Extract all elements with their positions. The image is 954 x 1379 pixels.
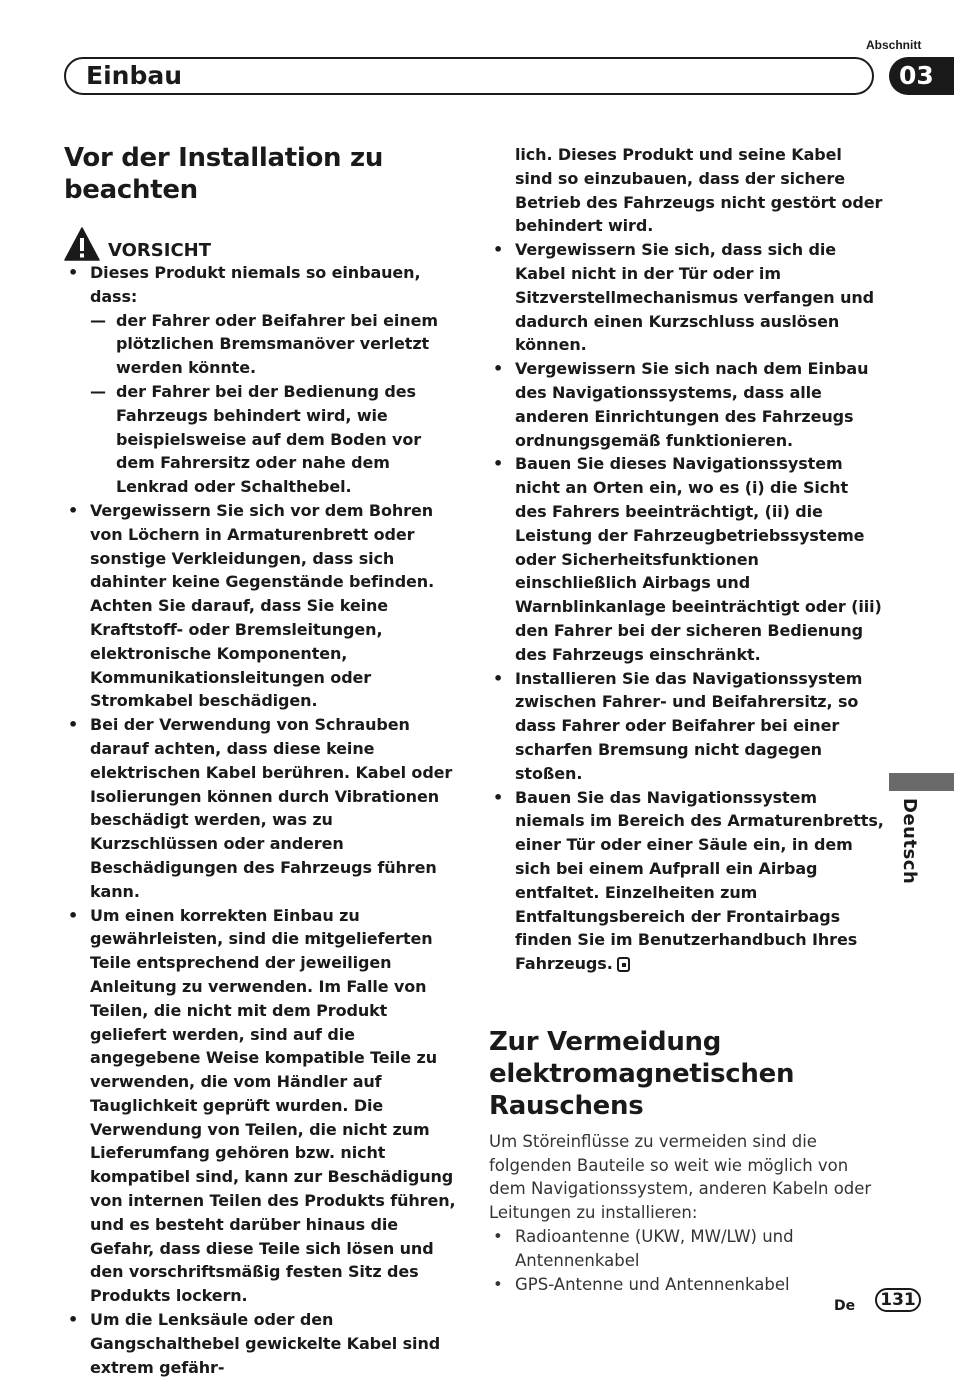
list-item: • Um die Lenksäule oder den Gangschalthebel gewickelte Kabel sind extrem gefähr- bbox=[64, 1308, 459, 1379]
noise-intro: Um Störeinflüsse zu vermeiden sind die folgenden Bauteile so weit wie möglich von dem Navigationssystem, anderen Kabeln oder Leitungen zu installieren: bbox=[489, 1131, 872, 1223]
chapter-title: Einbau bbox=[86, 61, 183, 90]
right-column bbox=[489, 143, 884, 1296]
sub-list-item: — der Fahrer bei der Bedienung des Fahrzeugs behindert wird, wie beispielsweise auf dem Boden vor dem Fahrersitz oder nahe dem Lenkrad oder Schalthebel. bbox=[64, 380, 459, 499]
list-item-text: Bauen Sie das Navigationssystem niemals im Bereich des Armaturenbretts, einer Tür oder einer Säule ein, in dem sich bei einem Aufprall ein Airbag entfaltet. Einzelheiten zum Entfaltungsbereich der Frontairbags finden Sie im Benutzerhandbuch Ihres Fahrzeugs. bbox=[515, 787, 884, 974]
list-item: • Installieren Sie das Navigationssystem zwischen Fahrer- und Beifahrersitz, so dass Fahrer oder Beifahrer bei einer scharfen Bremsung nicht dagegen stoßen. bbox=[489, 667, 884, 786]
section-heading-noise: Zur Vermeidung elektromagnetischen Rauschens bbox=[489, 1026, 795, 1121]
end-of-section-icon bbox=[617, 957, 630, 972]
list-item: • Dieses Produkt niemals so einbauen, dass: bbox=[64, 261, 459, 309]
sub-list-item: — der Fahrer oder Beifahrer bei einem plötzlichen Bremsmanöver verletzt werden könnte. bbox=[64, 309, 459, 380]
warning-triangle-icon bbox=[64, 227, 100, 261]
list-item-last bbox=[489, 786, 884, 976]
caution-list-continued bbox=[489, 238, 884, 976]
chapter-header bbox=[64, 57, 874, 95]
chapter-number-badge: 03 bbox=[889, 57, 954, 95]
list-item: • Radioantenne (UKW, MW/LW) und Antennenkabel bbox=[489, 1225, 884, 1273]
caution-list bbox=[64, 261, 459, 1379]
list-item: • Vergewissern Sie sich, dass sich die Kabel nicht in der Tür oder im Sitzverstellmechanismus verfangen und dadurch einen Kurzschluss auslösen können. bbox=[489, 238, 884, 357]
caution-label: VORSICHT bbox=[108, 240, 211, 261]
list-item: • Bei der Verwendung von Schrauben darauf achten, dass diese keine elektrischen Kabel berühren. Kabel oder Isolierungen können durch Vibrationen beschädigt werden, was zu Kurzschlüssen oder anderen Beschädigungen des Fahrzeugs führen kann. bbox=[64, 713, 459, 903]
noise-list bbox=[489, 1225, 884, 1296]
list-item: • GPS-Antenne und Antennenkabel bbox=[489, 1273, 884, 1297]
list-item: • Um einen korrekten Einbau zu gewährleisten, sind die mitgelieferten Teile entsprechend der jeweiligen Anleitung zu verwenden. Im Falle von Teilen, die nicht mit dem Produkt geliefert werden, sind auf die angegebene Weise kompatible Teile zu verwenden, die vom Händler auf Tauglichkeit geprüft wurden. Die Verwendung von Teilen, die nicht zum Lieferumfang gehören bzw. nicht kompatibel sind, kann zur Beschädigung von internen Teilen des Produkts führen, und es besteht darüber hinaus die Gefahr, dass diese Teile sich lösen und den vorschriftsmäßig festen Sitz des Produkts lockern. bbox=[64, 904, 459, 1309]
page-number: 131 bbox=[875, 1288, 921, 1312]
language-label: Deutsch bbox=[899, 798, 920, 885]
caution-header bbox=[64, 225, 459, 261]
section-label: Abschnitt bbox=[866, 38, 922, 52]
left-column bbox=[64, 142, 459, 1379]
section-heading-installation: Vor der Installation zu beachten bbox=[64, 143, 384, 205]
list-item: • Vergewissern Sie sich vor dem Bohren von Löchern in Armaturenbrett oder sonstige Verkleidungen, dass sich dahinter keine Gegenstände befinden. Achten Sie darauf, dass Sie keine Kraftstoff- oder Bremsleitungen, elektronische Komponenten, Kommunikationsleitungen oder Stromkabel beschädigen. bbox=[64, 499, 459, 713]
list-item: • Vergewissern Sie sich nach dem Einbau des Navigationssystems, dass alle anderen Einrichtungen des Fahrzeugs ordnungsgemäß funktionieren. bbox=[489, 357, 884, 452]
language-tab bbox=[889, 773, 954, 791]
footer-language-code: De bbox=[834, 1298, 856, 1314]
list-item: • Bauen Sie dieses Navigationssystem nicht an Orten ein, wo es (i) die Sicht des Fahrers beeinträchtigt, (ii) die Leistung der Fahrzeugbetriebssysteme oder Sicherheitsfunktionen einschließlich Airbags und Warnblinkanlage beeinträchtigt oder (iii) den Fahrer bei der sicheren Bedienung des Fahrzeugs einschränkt. bbox=[489, 452, 884, 666]
continued-paragraph: lich. Dieses Produkt und seine Kabel sind so einzubauen, dass der sichere Betrieb des Fahrzeugs nicht gestört oder behindert wird. bbox=[515, 145, 883, 236]
